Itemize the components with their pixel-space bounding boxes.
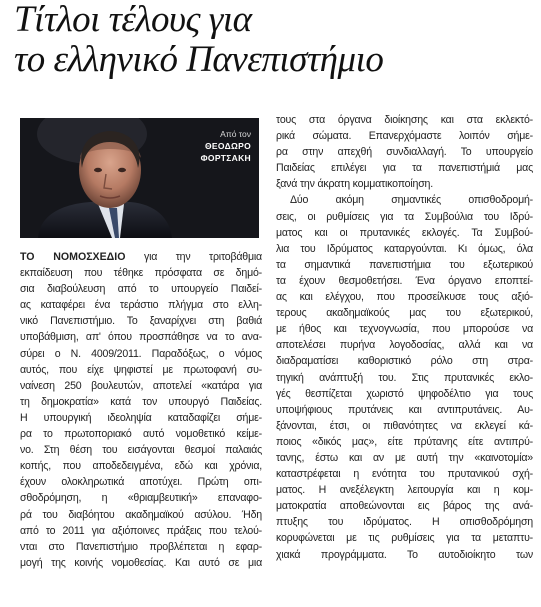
text-line: νικό Πανεπιστήμιο. Το ξαναρίχνει στη βαθιά [20, 315, 262, 328]
text-line: ματος και οι πρυτανικές εκλογές. Τα Συμβού- [276, 226, 533, 239]
text-line: τα σημαντικά πανεπιστήμια του εξωτερικού [276, 258, 533, 271]
text-line: ρά του διαβόητου ακαδημαϊκού ασύλου. Ήδη [20, 508, 262, 521]
text-line: αυτός, που είχε ψηφιστεί με πρωτοφανή συ- [20, 363, 262, 376]
text-line: Δύο ακόμη σημαντικές οπισθοδρομή- [290, 194, 533, 207]
lead-line-text: για την τριτοβάθμια [125, 251, 262, 263]
lead-word: ΤΟ ΝΟΜΟΣΧΕΔΙΟ [20, 251, 126, 263]
text-line: ξανά την άκρατη κομματικοποίηση. [276, 178, 433, 191]
text-line: καταστρέφεται η ενότητα του πρυτανικού σχή- [276, 468, 533, 481]
text-line [20, 249, 262, 265]
text-line: τη δημοκρατία» κατά τον υπουργό Παιδείας. [20, 395, 262, 408]
text-line: τανης, έστω και αν με αυτή την «καινοτομία» [276, 451, 533, 464]
text-line: τερους ακαδημαϊκούς μας του εξωτερικού, [276, 307, 533, 320]
article-column-right [276, 112, 533, 563]
text-line: μογή της κοινής νομοθεσίας. Και αυτό σε μια [20, 556, 262, 569]
text-line: τηγική ανάπτυξή του. Στις πρυτανικές εκλο- [276, 371, 533, 384]
headline-line-2: το ελληνικό Πανεπιστήμιο [14, 39, 384, 80]
text-line: ας και ελέγχου, που προσείλκυσε τους αξιό- [276, 291, 533, 304]
text-line: σεις, οι ρυθμίσεις για τα Συμβούλια του Ιδρύ- [276, 210, 533, 223]
text-line: από το 2011 για αξιόποινες πράξεις που τελού- [20, 524, 262, 537]
text-line: εκπαίδευση που τέθηκε πρόσφατα σε δημό- [20, 267, 262, 280]
author-byline [201, 128, 251, 164]
text-line: σθοδρόμηση, η «θριαμβευτική» επαναφο- [20, 492, 262, 505]
text-line: Η υπουργική ιδεοληψία καταδαφίζει σήμε- [20, 411, 262, 424]
text-line: ας καταφέρει ένα τεράστιο πλήγμα στο ελλη- [20, 299, 262, 312]
text-line: ματος. Η ανεξέλεγκτη λειτουργία και η κομ- [276, 484, 533, 497]
author-photo [20, 118, 259, 238]
text-line: ρα στην απεχθή συνδιαλλαγή. Το υπουργείο [276, 146, 533, 159]
text-line: Παιδείας επιλέγει για τα πανεπιστήμιά μας [276, 162, 533, 175]
text-line: κορυφώνεται με τις ρυθμίσεις για τα μεταπτυ- [276, 532, 533, 545]
text-line: ματοκρατία αποθεώνονται εις βάρος της ανά- [276, 500, 533, 513]
author-first-name: ΘΕΟΔΩΡΟ [205, 141, 251, 151]
text-line: τα έχουν θεσμοθετήσει. Ένα όργανο εποπτεί- [276, 274, 533, 287]
text-line: υποβάθμιση, απ' όπου προσπάθησε να το ανα- [20, 331, 262, 344]
article-headline [14, 0, 534, 80]
text-line: ρα το πρωτοποριακό αυτό νομοθετικό κείμε- [20, 428, 262, 441]
text-line: ποιος «δικός μας», είτε πρύτανης είτε αντιπρύ- [276, 435, 533, 448]
text-line: νται στο Πανεπιστήμιο προβλέπεται η εφαρ- [20, 540, 262, 553]
text-line: σύρει ο Ν. 4009/2011. Παραδόξως, ο νόμος [20, 347, 262, 360]
text-line: ναίνεση 250 βουλευτών, αποτελεί «κατάρα για [20, 379, 262, 392]
text-line: έχουν ολοκληρωτικά αποτύχει. Πρώτη οπι- [20, 476, 262, 489]
headline-line-1: Τίτλοι τέλους για [14, 0, 252, 40]
article-column-left [20, 249, 262, 571]
text-line: τους στα όργανα διοίκησης και στα εκλεκτό- [276, 114, 533, 126]
text-line: ξάνονται, έτσι, οι πιθανότητες να εκλεγεί κά- [276, 419, 533, 432]
byline-prefix: Από τον [220, 129, 251, 139]
text-line: νο. Στη θέση του εισάγονται θεσμοί παλαιάς [20, 444, 262, 457]
text-line: με ήθος και τεχνογνωσία, που μπορούσε να [276, 323, 533, 336]
text-line: πτυξης του ιδρύματος. Η οπισθοδρόμηση [276, 516, 533, 529]
author-last-name: ΦΟΡΤΣΑΚΗ [200, 153, 251, 163]
text-line: υποψήφιους πρυτάνεις και αντιπρυτάνεις. Αυ- [276, 403, 533, 416]
text-line: διαδραματίσει καθοριστικό ρόλο στη στρα- [276, 355, 533, 368]
text-line: σια διαβούλευση από το υπουργείο Παιδεί- [20, 283, 262, 296]
text-line: χιακά προγράμματα. Το αυτοδιοίκητο των [276, 548, 533, 561]
text-line: γές θεσπίζεται χωριστό ψηφοδέλτιο για τους [276, 387, 533, 400]
text-line: κοπής, που αποδεδειγμένα, εδώ και χρόνια, [20, 460, 262, 473]
text-line: αποτελέσει πυρήνα λογοδοσίας, αλλά και να [276, 339, 533, 352]
text-line: λια του Ιδρύματος καταργούνται. Κι όμως, όλα [276, 242, 533, 255]
text-line: ρικά σώματα. Επανερχόμαστε λοιπόν σήμε- [276, 130, 533, 143]
